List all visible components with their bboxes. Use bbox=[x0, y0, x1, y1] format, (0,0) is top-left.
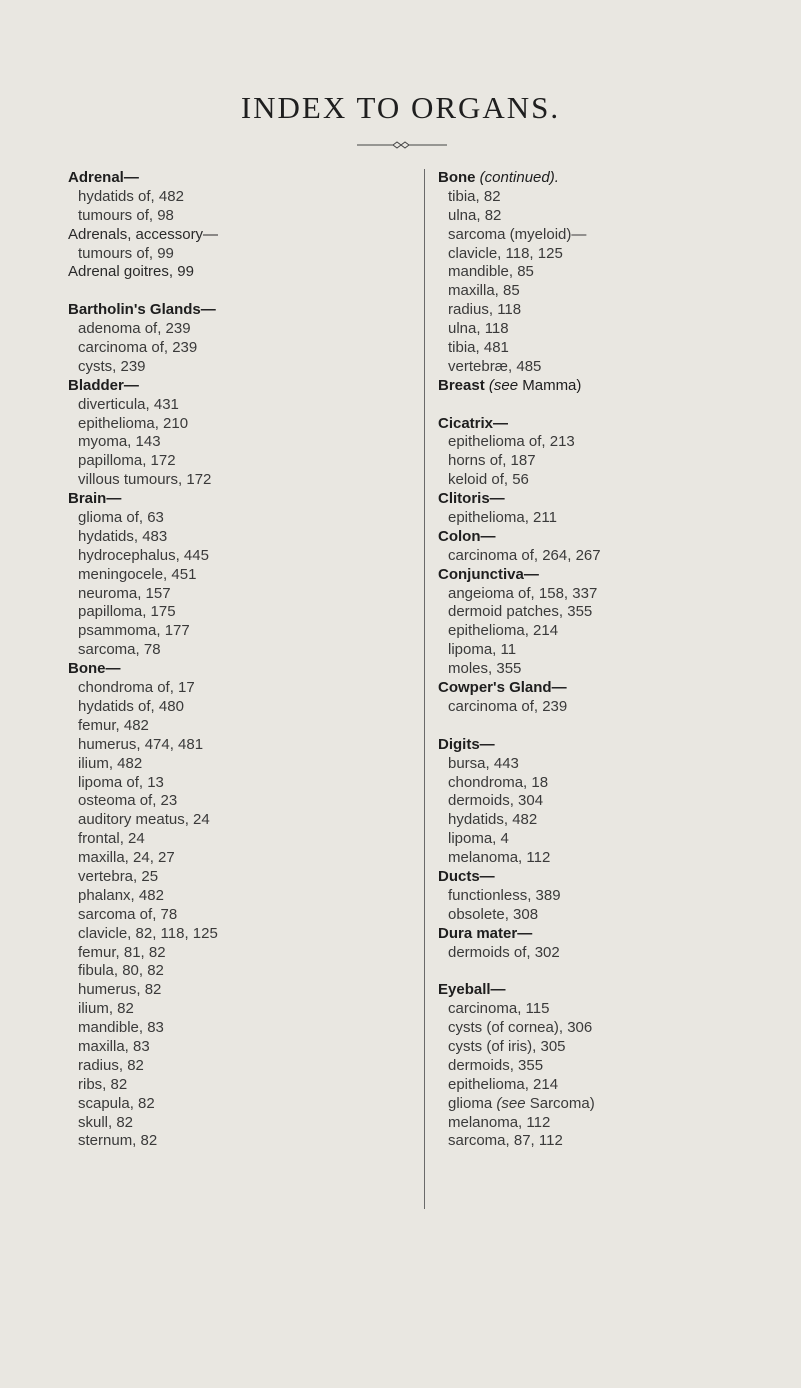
index-subentry bbox=[438, 301, 758, 320]
index-subentry bbox=[438, 944, 758, 963]
index-subentry bbox=[68, 679, 368, 698]
index-heading bbox=[438, 415, 758, 434]
index-subentry bbox=[438, 452, 758, 471]
index-subentry bbox=[68, 792, 368, 811]
entry-text: Ducts— bbox=[438, 867, 495, 885]
entry-text: lipoma, 4 bbox=[448, 830, 509, 848]
entry-text: myoma, 143 bbox=[78, 433, 161, 451]
entry-italic-note: (continued). bbox=[479, 169, 559, 186]
index-subentry bbox=[438, 245, 758, 264]
index-subentry bbox=[438, 282, 758, 301]
entry-text: scapula, 82 bbox=[78, 1094, 155, 1112]
index-heading bbox=[438, 925, 758, 944]
entry-text: sarcoma of, 78 bbox=[78, 905, 178, 923]
entry-text: epithelioma of, 213 bbox=[448, 433, 575, 451]
index-subentry bbox=[68, 925, 368, 944]
index-subentry bbox=[68, 396, 368, 415]
entry-text: Adrenal goitres, 99 bbox=[68, 263, 194, 281]
index-subentry bbox=[438, 887, 758, 906]
entry-italic-note: (see bbox=[496, 1094, 526, 1112]
entry-text: Digits— bbox=[438, 735, 495, 753]
index-subentry bbox=[438, 585, 758, 604]
entry-text: maxilla, 85 bbox=[448, 282, 520, 300]
index-subentry bbox=[438, 509, 758, 528]
index-subentry bbox=[438, 641, 758, 660]
index-subentry bbox=[68, 188, 368, 207]
index-subentry bbox=[438, 755, 758, 774]
entry-text: radius, 82 bbox=[78, 1056, 144, 1074]
entry-text: epithelioma, 211 bbox=[448, 509, 557, 527]
index-subentry bbox=[438, 1038, 758, 1057]
entry-text: tibia, 481 bbox=[448, 339, 509, 357]
index-subentry bbox=[68, 1000, 368, 1019]
index-subentry bbox=[68, 1038, 368, 1057]
title-ornament bbox=[357, 140, 447, 150]
entry-cross-reference: Mamma) bbox=[522, 376, 582, 394]
entry-text: radius, 118 bbox=[448, 301, 522, 319]
entry-text: glioma bbox=[448, 1094, 493, 1112]
entry-text: cysts (of cornea), 306 bbox=[448, 1019, 593, 1037]
index-subentry bbox=[68, 906, 368, 925]
entry-text: villous tumours, 172 bbox=[78, 471, 212, 489]
index-subentry bbox=[68, 641, 368, 660]
entry-text: dermoids of, 302 bbox=[448, 943, 560, 961]
entry-text: neuroma, 157 bbox=[78, 584, 171, 602]
entry-text: epithelioma, 214 bbox=[448, 1075, 559, 1093]
entry-text: Bartholin's Glands— bbox=[68, 301, 216, 319]
index-heading bbox=[438, 169, 758, 188]
entry-text: sarcoma, 78 bbox=[78, 641, 161, 659]
index-column-left bbox=[68, 169, 368, 1151]
entry-text: functionless, 389 bbox=[448, 886, 561, 904]
entry-text: ilium, 82 bbox=[78, 1000, 134, 1018]
index-entry bbox=[68, 263, 368, 282]
index-subentry bbox=[438, 774, 758, 793]
index-subentry bbox=[438, 698, 758, 717]
index-subentry bbox=[438, 1019, 758, 1038]
index-heading bbox=[438, 377, 758, 396]
column-divider bbox=[424, 169, 425, 1209]
entry-text: epithelioma, 214 bbox=[448, 622, 559, 640]
entry-text: ribs, 82 bbox=[78, 1075, 128, 1093]
entry-text: femur, 81, 82 bbox=[78, 943, 166, 961]
index-subentry bbox=[438, 471, 758, 490]
index-subentry bbox=[68, 622, 368, 641]
entry-text: melanoma, 112 bbox=[448, 1113, 551, 1131]
entry-text: Adrenals, accessory— bbox=[68, 225, 219, 243]
entry-text: adenoma of, 239 bbox=[78, 320, 191, 338]
entry-text: keloid of, 56 bbox=[448, 471, 529, 489]
index-subentry bbox=[438, 849, 758, 868]
index-subentry bbox=[68, 887, 368, 906]
entry-text: skull, 82 bbox=[78, 1113, 134, 1131]
index-subentry bbox=[68, 774, 368, 793]
entry-text: fibula, 80, 82 bbox=[78, 962, 164, 980]
index-subentry bbox=[68, 566, 368, 585]
index-heading bbox=[68, 660, 368, 679]
index-subentry bbox=[68, 358, 368, 377]
entry-text: sarcoma, 87, 112 bbox=[448, 1132, 563, 1150]
page-title: INDEX TO ORGANS. bbox=[240, 90, 561, 125]
entry-text: ulna, 118 bbox=[448, 320, 509, 338]
entry-text: Colon— bbox=[438, 527, 496, 545]
index-heading bbox=[68, 377, 368, 396]
entry-text: Breast bbox=[438, 376, 485, 394]
index-subentry bbox=[68, 981, 368, 1000]
entry-text: hydatids of, 482 bbox=[78, 187, 184, 205]
index-heading bbox=[438, 981, 758, 1000]
index-subentry bbox=[438, 358, 758, 377]
index-subentry bbox=[68, 452, 368, 471]
index-heading bbox=[438, 868, 758, 887]
entry-text: Cowper's Gland— bbox=[438, 679, 567, 697]
entry-text: cysts (of iris), 305 bbox=[448, 1037, 566, 1055]
entry-text: auditory meatus, 24 bbox=[78, 811, 210, 829]
index-subentry bbox=[438, 188, 758, 207]
blank-line bbox=[438, 396, 758, 415]
index-subentry bbox=[68, 433, 368, 452]
entry-text: osteoma of, 23 bbox=[78, 792, 178, 810]
entry-text: hydatids of, 480 bbox=[78, 697, 184, 715]
entry-text: angeioma of, 158, 337 bbox=[448, 584, 598, 602]
entry-text: tumours of, 98 bbox=[78, 206, 174, 224]
index-subentry bbox=[68, 944, 368, 963]
entry-text: Cicatrix— bbox=[438, 414, 509, 432]
index-subentry bbox=[438, 830, 758, 849]
index-subentry bbox=[438, 433, 758, 452]
index-subentry bbox=[438, 1132, 758, 1151]
entry-text: dermoid patches, 355 bbox=[448, 603, 593, 621]
index-heading bbox=[438, 679, 758, 698]
index-subentry bbox=[68, 547, 368, 566]
blank-line bbox=[438, 962, 758, 981]
index-subentry bbox=[68, 339, 368, 358]
index-subentry bbox=[68, 1095, 368, 1114]
entry-text: vertebræ, 485 bbox=[448, 357, 542, 375]
index-subentry bbox=[68, 585, 368, 604]
entry-text: obsolete, 308 bbox=[448, 905, 539, 923]
entry-text: hydrocephalus, 445 bbox=[78, 546, 209, 564]
entry-text: hydatids, 483 bbox=[78, 527, 168, 545]
index-subentry bbox=[438, 320, 758, 339]
entry-text: glioma of, 63 bbox=[78, 509, 164, 527]
entry-text: epithelioma, 210 bbox=[78, 414, 189, 432]
entry-text: Adrenal— bbox=[68, 169, 139, 186]
index-subentry bbox=[438, 263, 758, 282]
index-subentry bbox=[68, 830, 368, 849]
entry-text: bursa, 443 bbox=[448, 754, 519, 772]
entry-text: maxilla, 83 bbox=[78, 1037, 150, 1055]
entry-text: humerus, 474, 481 bbox=[78, 735, 204, 753]
entry-text: humerus, 82 bbox=[78, 981, 162, 999]
entry-text: Dura mater— bbox=[438, 924, 533, 942]
blank-line bbox=[438, 717, 758, 736]
index-subentry bbox=[68, 1057, 368, 1076]
entry-text: maxilla, 24, 27 bbox=[78, 849, 175, 867]
entry-text: clavicle, 118, 125 bbox=[448, 244, 563, 262]
entry-text: horns of, 187 bbox=[448, 452, 536, 470]
entry-text: carcinoma of, 239 bbox=[78, 339, 198, 357]
index-subentry bbox=[68, 755, 368, 774]
entry-text: papilloma, 172 bbox=[78, 452, 176, 470]
index-heading bbox=[68, 301, 368, 320]
entry-text: lipoma, 11 bbox=[448, 641, 517, 659]
index-subentry bbox=[68, 962, 368, 981]
index-subentry bbox=[68, 245, 368, 264]
index-subentry bbox=[438, 1076, 758, 1095]
index-heading bbox=[438, 490, 758, 509]
entry-text: lipoma of, 13 bbox=[78, 773, 164, 791]
entry-text: dermoids, 355 bbox=[448, 1056, 544, 1074]
index-subentry bbox=[438, 906, 758, 925]
index-subentry bbox=[438, 603, 758, 622]
index-column-right bbox=[438, 169, 758, 1151]
entry-text: mandible, 85 bbox=[448, 263, 534, 281]
entry-text: tumours of, 99 bbox=[78, 244, 174, 262]
entry-text: Bone bbox=[438, 169, 476, 186]
index-subentry bbox=[438, 547, 758, 566]
index-subentry bbox=[68, 1019, 368, 1038]
entry-text: clavicle, 82, 118, 125 bbox=[78, 924, 218, 942]
entry-text: melanoma, 112 bbox=[448, 849, 551, 867]
entry-text: chondroma of, 17 bbox=[78, 679, 195, 697]
entry-text: vertebra, 25 bbox=[78, 867, 159, 885]
index-subentry bbox=[68, 717, 368, 736]
index-subentry bbox=[438, 1000, 758, 1019]
entry-text: frontal, 24 bbox=[78, 830, 145, 848]
index-subentry bbox=[438, 207, 758, 226]
index-subentry bbox=[68, 415, 368, 434]
entry-text: Conjunctiva— bbox=[438, 565, 539, 583]
entry-cross-reference: Sarcoma) bbox=[529, 1094, 595, 1112]
index-subentry bbox=[68, 698, 368, 717]
index-subentry bbox=[68, 1114, 368, 1133]
index-subentry bbox=[68, 320, 368, 339]
index-subentry bbox=[68, 528, 368, 547]
index-subentry bbox=[438, 792, 758, 811]
index-subentry bbox=[68, 811, 368, 830]
entry-text: phalanx, 482 bbox=[78, 886, 164, 904]
entry-text: carcinoma of, 239 bbox=[448, 697, 568, 715]
index-subentry bbox=[438, 1057, 758, 1076]
index-heading bbox=[438, 528, 758, 547]
entry-text: Eyeball— bbox=[438, 981, 506, 999]
index-subentry bbox=[68, 736, 368, 755]
entry-text: papilloma, 175 bbox=[78, 603, 176, 621]
entry-text: Clitoris— bbox=[438, 490, 505, 508]
blank-line bbox=[68, 282, 368, 301]
entry-text: sternum, 82 bbox=[78, 1132, 158, 1150]
entry-text: diverticula, 431 bbox=[78, 395, 179, 413]
entry-text: cysts, 239 bbox=[78, 357, 146, 375]
entry-text: sarcoma (myeloid)— bbox=[448, 225, 587, 243]
index-subentry bbox=[438, 226, 758, 245]
index-subentry bbox=[438, 622, 758, 641]
index-heading bbox=[438, 736, 758, 755]
index-subentry bbox=[438, 811, 758, 830]
index-subentry bbox=[68, 1132, 368, 1151]
entry-text: Bone— bbox=[68, 660, 121, 678]
index-subentry bbox=[68, 509, 368, 528]
index-subentry bbox=[68, 868, 368, 887]
entry-text: psammoma, 177 bbox=[78, 622, 190, 640]
index-heading bbox=[438, 566, 758, 585]
entry-text: carcinoma, 115 bbox=[448, 1000, 550, 1018]
index-subentry bbox=[438, 1095, 758, 1114]
entry-text: Brain— bbox=[68, 490, 122, 508]
entry-text: tibia, 82 bbox=[448, 187, 501, 205]
index-subentry bbox=[68, 603, 368, 622]
entry-text: moles, 355 bbox=[448, 660, 522, 678]
index-subentry bbox=[438, 339, 758, 358]
entry-text: ulna, 82 bbox=[448, 206, 502, 224]
entry-text: hydatids, 482 bbox=[448, 811, 538, 829]
index-subentry bbox=[438, 660, 758, 679]
entry-text: meningocele, 451 bbox=[78, 565, 197, 583]
index-subentry bbox=[68, 207, 368, 226]
entry-italic-note: (see bbox=[488, 376, 519, 394]
entry-text: dermoids, 304 bbox=[448, 792, 544, 810]
index-entry bbox=[68, 226, 368, 245]
index-heading bbox=[68, 169, 368, 188]
entry-text: mandible, 83 bbox=[78, 1019, 164, 1037]
index-subentry bbox=[68, 849, 368, 868]
index-subentry bbox=[68, 471, 368, 490]
index-subentry bbox=[438, 1114, 758, 1133]
index-heading bbox=[68, 490, 368, 509]
entry-text: Bladder— bbox=[68, 376, 139, 394]
entry-text: ilium, 482 bbox=[78, 754, 143, 772]
entry-text: femur, 482 bbox=[78, 716, 149, 734]
index-subentry bbox=[68, 1076, 368, 1095]
entry-text: chondroma, 18 bbox=[448, 773, 549, 791]
entry-text: carcinoma of, 264, 267 bbox=[448, 546, 601, 564]
